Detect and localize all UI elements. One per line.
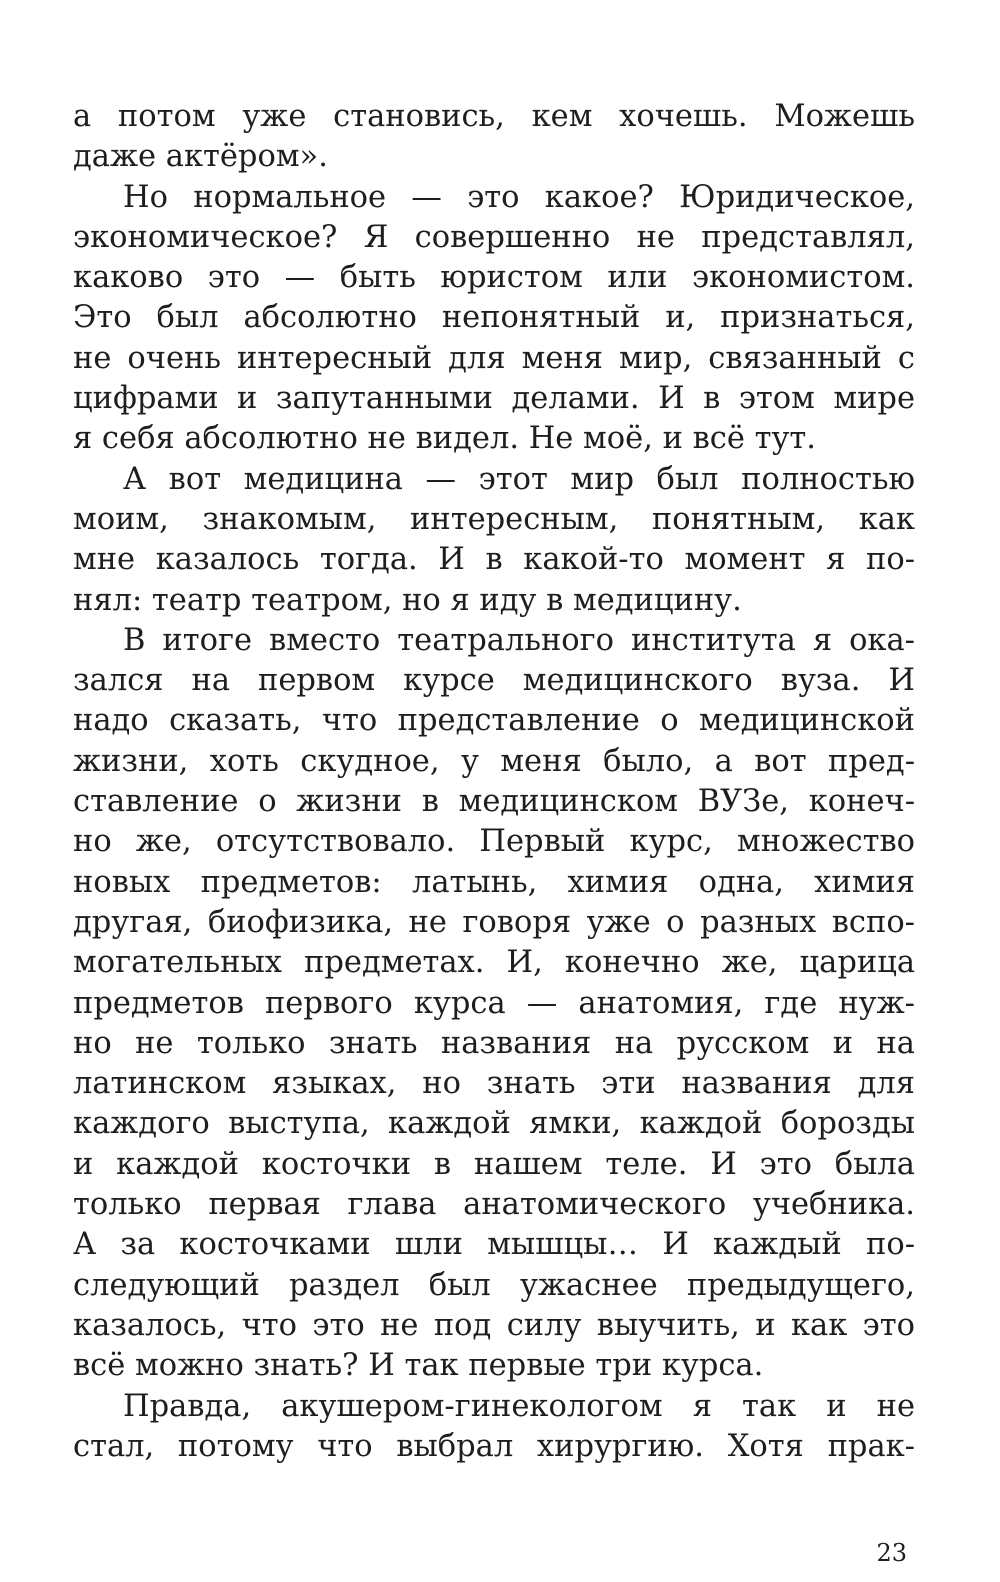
text-line: не очень интересный для меня мир, связанный с	[73, 340, 915, 376]
text-line: я себя абсолютно не видел. Не моё, и всё тут.	[73, 421, 816, 457]
text-line: каково это — быть юристом или экономистом.	[73, 260, 915, 296]
text-line: новых предметов: латынь, химия одна, химия	[73, 864, 915, 900]
text-line: стал, потому что выбрал хирургию. Хотя прак-	[73, 1428, 915, 1464]
text-line: латинском языках, но знать эти названия для	[73, 1066, 915, 1102]
text-line: казалось, что это не под силу выучить, и как это	[73, 1307, 915, 1343]
text-line: и каждой косточки в нашем теле. И это была	[73, 1146, 915, 1182]
paragraph	[73, 1387, 915, 1468]
text-line: экономическое? Я совершенно не представлял,	[73, 219, 915, 255]
text-line: А вот медицина — этот мир был полностью	[123, 461, 915, 497]
text-line: цифрами и запутанными делами. И в этом мире	[73, 381, 915, 417]
text-line: но же, отсутствовало. Первый курс, множество	[73, 824, 915, 860]
paragraph	[73, 97, 915, 178]
paragraph	[73, 621, 915, 1387]
text-line: но не только знать названия на русском и на	[73, 1025, 915, 1061]
text-line: всё можно знать? И так первые три курса.	[73, 1348, 764, 1384]
text-line: а потом уже становись, кем хочешь. Можешь	[73, 99, 915, 134]
text-line: только первая глава анатомического учебника.	[73, 1187, 915, 1223]
text-line: жизни, хоть скудное, у меня было, а вот пред-	[73, 743, 915, 779]
paragraph	[73, 178, 915, 460]
text-line: надо сказать, что представление о медицинской	[73, 703, 915, 739]
paragraph	[73, 460, 915, 621]
text-line: могательных предметах. И, конечно же, царица	[73, 945, 915, 981]
text-line: В итоге вместо театрального института я ока-	[123, 622, 915, 658]
text-line: ставление о жизни в медицинском ВУЗе, конеч-	[73, 784, 915, 820]
text-line: нял: театр театром, но я иду в медицину.	[73, 582, 742, 618]
text-line: другая, биофизика, не говоря уже о разных вспо-	[73, 904, 915, 940]
text-line: мне казалось тогда. И в какой-то момент я по-	[73, 542, 915, 578]
text-line: Правда, акушером-гинекологом я так и не	[123, 1388, 915, 1424]
text-line: А за косточками шли мышцы… И каждый по-	[73, 1227, 915, 1263]
text-line: моим, знакомым, интересным, понятным, как	[73, 501, 915, 537]
text-line: каждого выступа, каждой ямки, каждой борозды	[73, 1106, 915, 1142]
text-line: даже актёром».	[73, 139, 328, 175]
text-line: следующий раздел был ужаснее предыдущего,	[73, 1267, 915, 1303]
text-line: Это был абсолютно непонятный и, признаться,	[73, 300, 915, 336]
text-line: Но нормальное — это какое? Юридическое,	[123, 179, 915, 215]
text-line: зался на первом курсе медицинского вуза. И	[73, 663, 915, 699]
page-number: 23	[876, 1539, 907, 1567]
text-line: предметов первого курса — анатомия, где нуж-	[73, 985, 915, 1021]
body-text	[73, 97, 915, 1467]
